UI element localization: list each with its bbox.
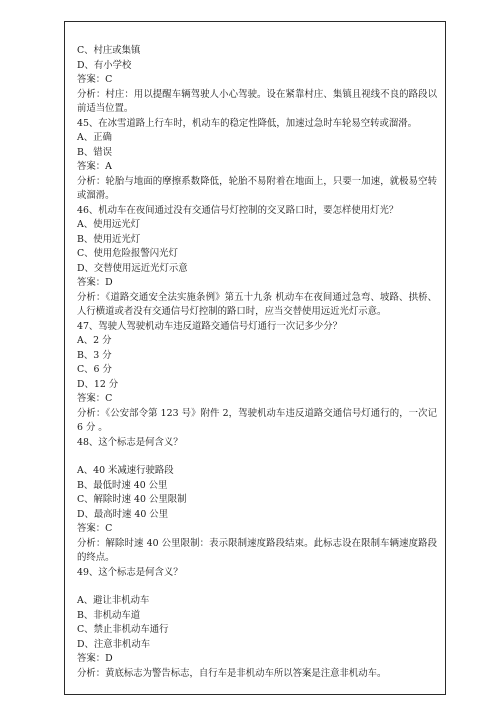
question-line: 49、这个标志是何含义？: [77, 566, 183, 578]
option-line: D、最高时速 40 公里: [77, 508, 169, 520]
answer-line: 答案：C: [77, 74, 113, 85]
option-line: C、禁止非机动车通行: [77, 624, 169, 635]
option-line: C、解除时速 40 公里限制: [77, 494, 187, 505]
question-line: 48、这个标志是何含义？: [77, 436, 183, 448]
option-line: B、非机动车道: [77, 609, 141, 621]
option-line: A、正确: [77, 132, 112, 143]
analysis-paragraph: 分析：《道路交通安全法实施条例》第五十九条 机动车在夜间通过急弯、坡路、拱桥、人行横道或者没有交通信号灯控制的路口时，应当交替使用远近光灯示意。: [77, 291, 437, 317]
option-line: D、交替使用远近光灯示意: [77, 262, 188, 274]
sign-image-placeholder: [77, 580, 437, 594]
question-line: 46、机动车在夜间通过没有交通信号灯控制的交叉路口时，要怎样使用灯光？: [77, 204, 399, 216]
option-line: D、12 分: [77, 378, 119, 390]
answer-line: 答案：C: [77, 523, 113, 534]
answer-line: 答案：D: [77, 653, 113, 664]
analysis-paragraph: 分析：黄底标志为警告标志，自行车是非机动车所以答案是注意非机动车。: [77, 667, 387, 679]
option-line: A、40 米减速行驶路段: [77, 465, 174, 476]
option-line: B、使用近光灯: [77, 233, 141, 245]
option-line: C、村庄或集镇: [77, 45, 141, 56]
analysis-paragraph: 分析：轮胎与地面的摩擦系数降低，轮胎不易附着在地面上，只要一加速，就极易空转或溜滑。: [77, 175, 437, 201]
option-line: B、3 分: [77, 349, 112, 361]
option-line: B、最低时速 40 公里: [77, 479, 168, 491]
answer-line: 答案：A: [77, 161, 112, 172]
option-line: B、错误: [77, 146, 113, 158]
question-line: 45、在冰雪道路上行车时，机动车的稳定性降低，加速过急时车轮易空转或溜滑。: [77, 117, 418, 129]
option-line: A、使用远光灯: [77, 219, 141, 230]
option-line: C、6 分: [77, 364, 112, 375]
analysis-paragraph: 分析：《公安部令第 123 号》附件 2，驾驶机动车违反道路交通信号灯通行的，一次记 6 分 。: [77, 407, 437, 433]
analysis-paragraph: 分析：村庄：用以提醒车辆驾驶人小心驾驶。设在紧靠村庄、集镇且视线不良的路段以前适当位置。: [77, 88, 437, 114]
option-line: A、2 分: [77, 335, 112, 346]
document-body: [77, 44, 437, 681]
option-line: D、有小学校: [77, 59, 132, 71]
analysis-paragraph: 分析：解除时速 40 公里限制：表示限制速度路段结束。此标志设在限制车辆速度路段的终点。: [77, 537, 437, 563]
question-line: 47、驾驶人驾驶机动车违反道路交通信号灯通行一次记多少分？: [77, 320, 343, 332]
option-line: C、使用危险报警闪光灯: [77, 248, 178, 259]
option-line: A、避让非机动车: [77, 595, 150, 606]
answer-line: 答案：D: [77, 277, 113, 288]
sign-image-placeholder: [77, 450, 437, 464]
answer-line: 答案：C: [77, 393, 113, 404]
option-line: D、注意非机动车: [77, 638, 151, 650]
